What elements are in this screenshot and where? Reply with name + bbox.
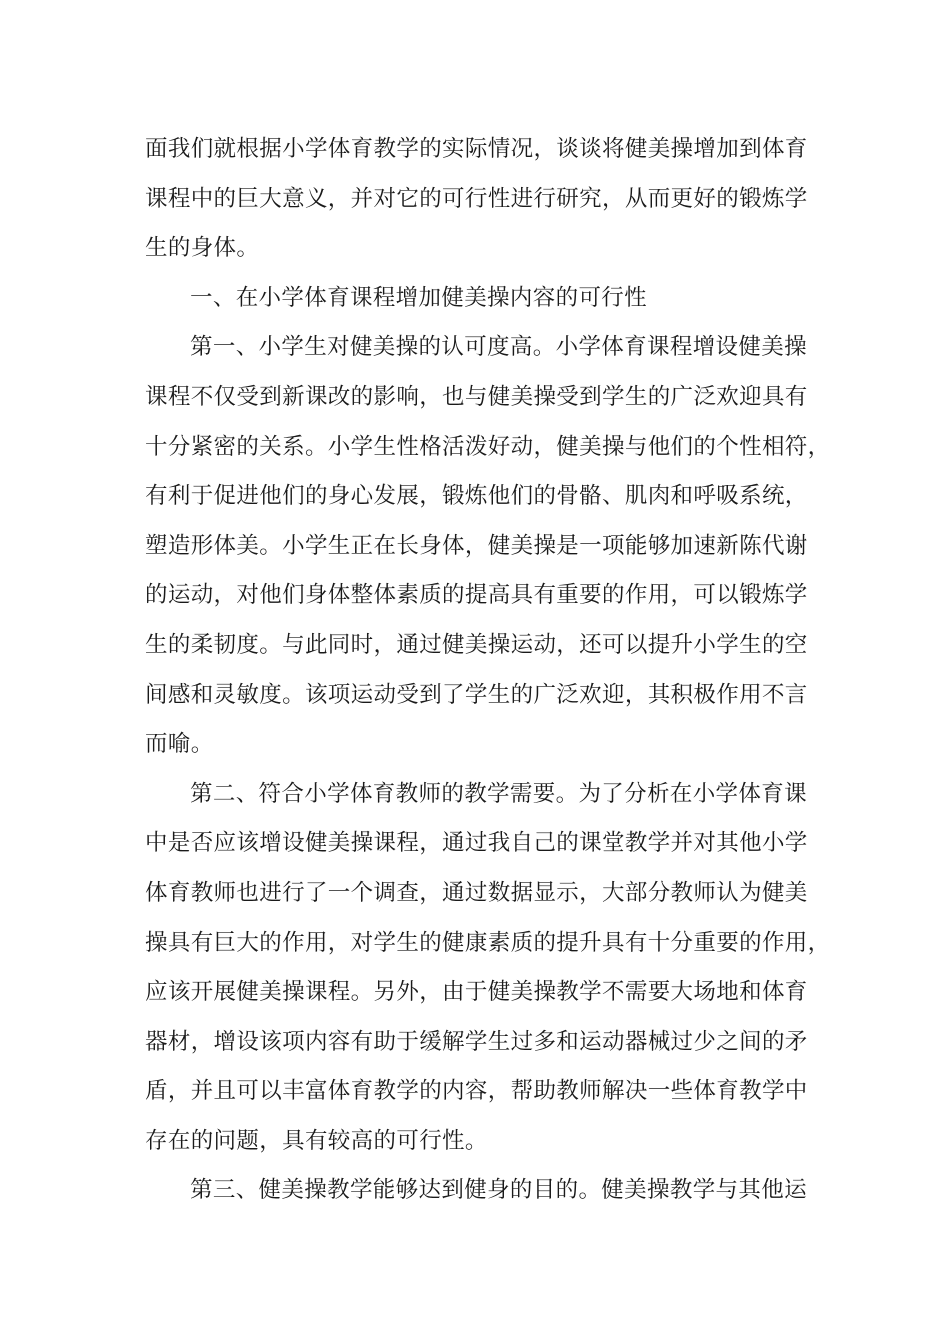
paragraph-point-one [145,323,831,769]
text-line: 塑造形体美。小学生正在长身体，健美操是一项能够加速新陈代谢 [145,532,808,559]
text-line: 操具有巨大的作用，对学生的健康素质的提升具有十分重要的作用， [145,929,831,956]
paragraph-point-three [145,1166,825,1216]
text-line: 生的身体。 [145,235,260,262]
text-line: 课程中的巨大意义，并对它的可行性进行研究，从而更好的锻炼学 [145,185,808,212]
text-line: 第三、健美操教学能够达到健身的目的。健美操教学与其他运 [190,1177,807,1204]
text-line: 存在的问题，具有较高的可行性。 [145,1127,488,1154]
text-line: 而喻。 [145,731,214,758]
text-line: 课程不仅受到新课改的影响，也与健美操受到学生的广泛欢迎具有 [145,383,808,410]
section-heading [145,274,825,324]
text-line: 第一、小学生对健美操的认可度高。小学体育课程增设健美操 [190,334,807,361]
paragraph-intro-continuation [145,125,825,274]
text-line: 中是否应该增设健美操课程，通过我自己的课堂教学并对其他小学 [145,830,808,857]
text-line: 面我们就根据小学体育教学的实际情况，谈谈将健美操增加到体育 [145,136,808,162]
text-line: 盾，并且可以丰富体育教学的内容，帮助教师解决一些体育教学中 [145,1078,808,1105]
text-line: 间感和灵敏度。该项运动受到了学生的广泛欢迎，其积极作用不言 [145,681,808,708]
text-line: 生的柔韧度。与此同时，通过健美操运动，还可以提升小学生的空 [145,631,808,658]
text-line: 十分紧密的关系。小学生性格活泼好动，健美操与他们的个性相符， [145,433,831,460]
text-line: 的运动，对他们身体整体素质的提高具有重要的作用，可以锻炼学 [145,582,808,609]
heading-line: 一、在小学体育课程增加健美操内容的可行性 [190,284,648,311]
document-body [145,125,831,1216]
text-line: 体育教师也进行了一个调查，通过数据显示，大部分教师认为健美 [145,879,808,906]
text-line: 器材，增设该项内容有助于缓解学生过多和运动器械过少之间的矛 [145,1028,808,1055]
paragraph-point-two [145,770,831,1167]
text-line: 有利于促进他们的身心发展，锻炼他们的骨骼、肌肉和呼吸系统， [145,483,808,510]
text-line: 应该开展健美操课程。另外，由于健美操教学不需要大场地和体育 [145,979,808,1006]
text-line: 第二、符合小学体育教师的教学需要。为了分析在小学体育课 [190,780,807,807]
